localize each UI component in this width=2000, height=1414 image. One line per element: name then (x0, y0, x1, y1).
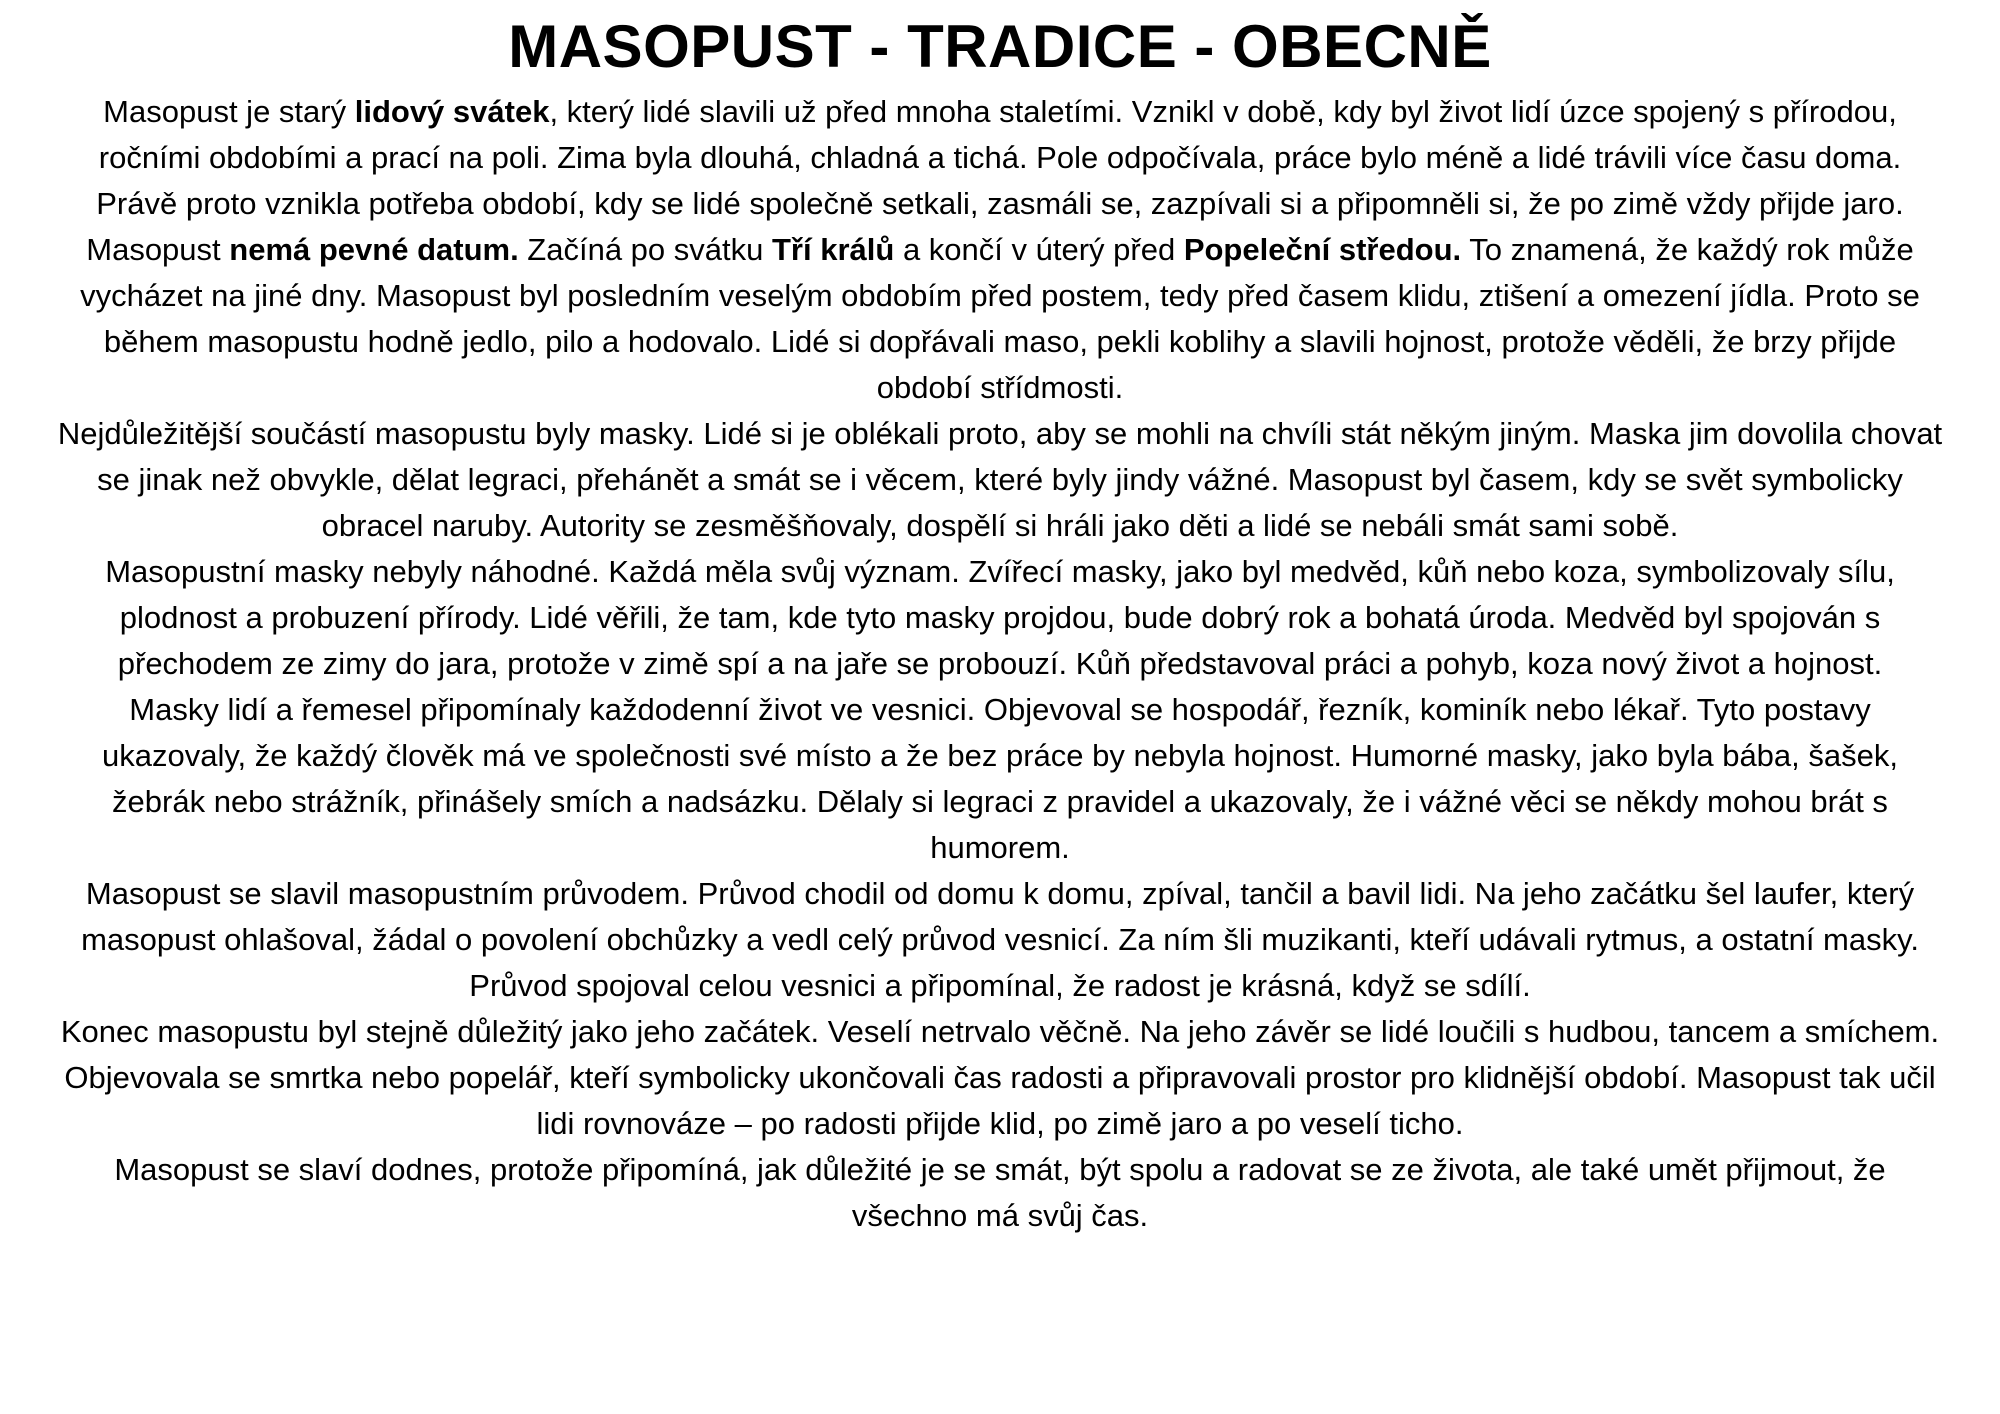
text-run: Masopust je starý (103, 94, 355, 129)
text-run: Masopust (86, 232, 230, 267)
text-run: Nejdůležitější součástí masopustu byly masky. Lidé si je oblékali proto, aby se mohli na chvíli stát někým jiným. Maska jim dovolila chovat se jinak než obvykle, dělat legraci, přehánět a smát se i věcem, které byly jindy vážné. Masopust byl časem, kdy se svět symbolicky obracel naruby. Autority se zesměšňovaly, dospělí si hráli jako děti a lidé se nebáli smát sami sobě. (57, 416, 1943, 543)
text-run: Masopust se slaví dodnes, protože připomíná, jak důležité je se smát, být spolu a radovat se ze života, ale také umět přijmout, že všechno má svůj čas. (114, 1152, 1886, 1233)
text-run-bold: Popeleční středou. (1183, 232, 1462, 267)
text-run: Masky lidí a řemesel připomínaly každodenní život ve vesnici. Objevoval se hospodář, řezník, kominík nebo lékař. Tyto postavy ukazovaly, že každý člověk má ve společnosti své místo a že bez práce by nebyla hojnost. Humorné masky, jako byla bába, šašek, žebrák nebo strážník, přinášely smích a nadsázku. Dělaly si legraci z pravidel a ukazovaly, že i vážné věci se někdy mohou brát s humorem. (101, 692, 1898, 865)
text-run-bold: nemá pevné datum. (229, 232, 519, 267)
text-run: To znamená, že každý rok může vycházet na jiné dny. Masopust byl posledním veselým obdobím před postem, tedy před časem klidu, ztišení a omezení jídla. Proto se během masopustu hodně jedlo, pilo a hodovalo. Lidé si dopřávali maso, pekli koblihy a slavili hojnost, protože věděli, že brzy přijde období střídmosti. (80, 232, 1920, 405)
paragraph-1 (56, 89, 1944, 227)
paragraph-5 (56, 687, 1944, 871)
page-title: MASOPUST - TRADICE - OBECNĚ (508, 13, 1492, 80)
text-run-bold: lidový svátek (354, 94, 550, 129)
text-run: , který lidé slavili už před mnoha staletími. Vznikl v době, kdy byl život lidí úzce spojený s přírodou, ročními obdobími a prací na poli. Zima byla dlouhá, chladná a tichá. Pole odpočívala, práce bylo méně a lidé trávili více času doma. Právě proto vznikla potřeba období, kdy se lidé společně setkali, zasmáli se, zazpívali si a připomněli si, že po zimě vždy přijde jaro. (96, 94, 1904, 221)
text-run-bold: Tří králů (772, 232, 895, 267)
text-run: Začíná po svátku (518, 232, 772, 267)
paragraph-7 (56, 1009, 1944, 1147)
paragraph-8 (56, 1147, 1944, 1239)
paragraph-2 (56, 227, 1944, 411)
text-run: Konec masopustu byl stejně důležitý jako jeho začátek. Veselí netrvalo věčně. Na jeho závěr se lidé loučili s hudbou, tancem a smíchem. Objevovala se smrtka nebo popelář, kteří symbolicky ukončovali čas radosti a připravovali prostor pro klidnější období. Masopust tak učil lidi rovnováze – po radosti přijde klid, po zimě jaro a po veselí ticho. (60, 1014, 1940, 1141)
paragraph-6 (56, 871, 1944, 1009)
text-run: a končí v úterý před (894, 232, 1184, 267)
text-run: Masopust se slavil masopustním průvodem. Průvod chodil od domu k domu, zpíval, tančil a bavil lidi. Na jeho začátku šel laufer, který masopust ohlašoval, žádal o povolení obchůzky a vedl celý průvod vesnicí. Za ním šli muzikanti, kteří udávali rytmus, a ostatní masky. Průvod spojoval celou vesnici a připomínal, že radost je krásná, když se sdílí. (81, 876, 1919, 1003)
paragraph-3 (56, 411, 1944, 549)
paragraph-4 (56, 549, 1944, 687)
text-run: Masopustní masky nebyly náhodné. Každá měla svůj význam. Zvířecí masky, jako byl medvěd, kůň nebo koza, symbolizovaly sílu, plodnost a probuzení přírody. Lidé věřili, že tam, kde tyto masky projdou, bude dobrý rok a bohatá úroda. Medvěd byl spojován s přechodem ze zimy do jara, protože v zimě spí a na jaře se probouzí. Kůň představoval práci a pohyb, koza nový život a hojnost. (105, 554, 1895, 681)
